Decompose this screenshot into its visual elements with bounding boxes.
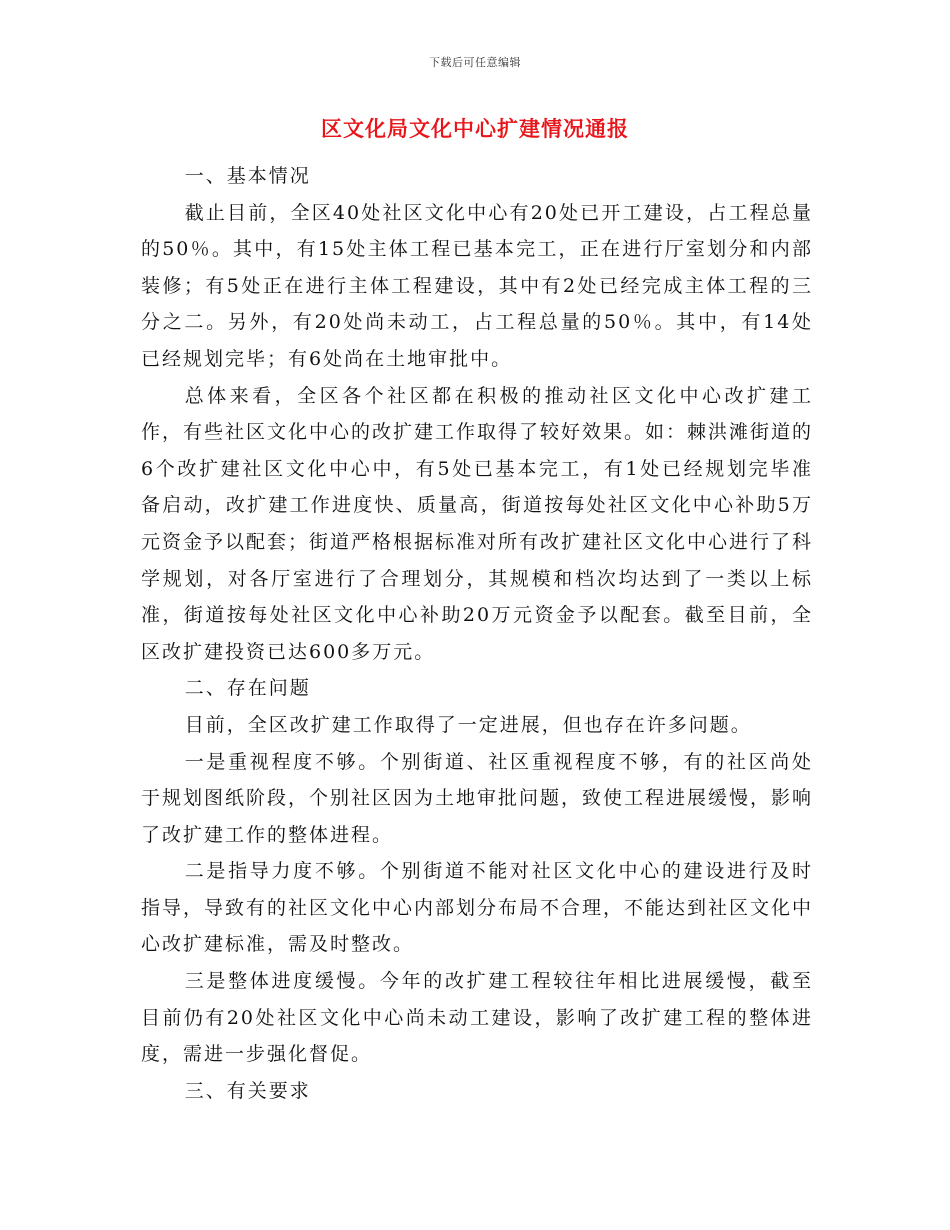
paragraph: 二是指导力度不够。个别街道不能对社区文化中心的建设进行及时指导，导致有的社区文化中心内部划分布局不合理，不能达到社区文化中心改扩建标准，需及时整改。 (141, 860, 814, 956)
paragraph: 目前，全区改扩建工作取得了一定进展，但也存在许多问题。 (184, 713, 752, 736)
paragraph: 三是整体进度缓慢。今年的改扩建工程较往年相比进展缓慢，截至目前仍有20处社区文化中心尚未动工建设，影响了改扩建工程的整体进度，需进一步强化督促。 (141, 970, 813, 1066)
document-title: 区文化局文化中心扩建情况通报 (321, 116, 629, 141)
section-heading-existing-problems: 二、存在问题 (184, 677, 311, 700)
paragraph: 总体来看，全区各个社区都在积极的推动社区文化中心改扩建工作，有些社区文化中心的改扩建工作取得了较好效果。如：棘洪滩街道的6个改扩建社区文化中心中，有5处已基本完工，有1处已经规划完毕准备启动，改扩建工作进度快、质量高，街道按每处社区文化中心补助5万元资金予以配套；街道严格根据标准对所有改扩建社区文化中心进行了科学规划，对各厅室进行了合理划分，其规模和档次均达到了一类以上标准，街道按每处社区文化中心补助20万元资金予以配套。截至目前，全区改扩建投资已达600多万元。 (141, 384, 814, 663)
paragraph: 一是重视程度不够。个别街道、社区重视程度不够，有的社区尚处于规划图纸阶段，个别社区因为土地审批问题，致使工程进展缓慢，影响了改扩建工作的整体进程。 (141, 750, 814, 846)
header-note: 下载后可任意编辑 (429, 56, 521, 69)
section-heading-basic-situation: 一、基本情况 (184, 165, 311, 187)
section-heading-requirements: 三、有关要求 (184, 1079, 311, 1102)
paragraph: 截止目前，全区40处社区文化中心有20处已开工建设，占工程总量的50％。其中，有15处主体工程已基本完工，正在进行厅室划分和内部装修；有5处正在进行主体工程建设，其中有2处已经完成主体工程的三分之二。另外，有20处尚未动工，占工程总量的50％。其中，有14处已经规划完毕；有6处尚在土地审批中。 (141, 201, 813, 370)
document-body (141, 158, 813, 1109)
